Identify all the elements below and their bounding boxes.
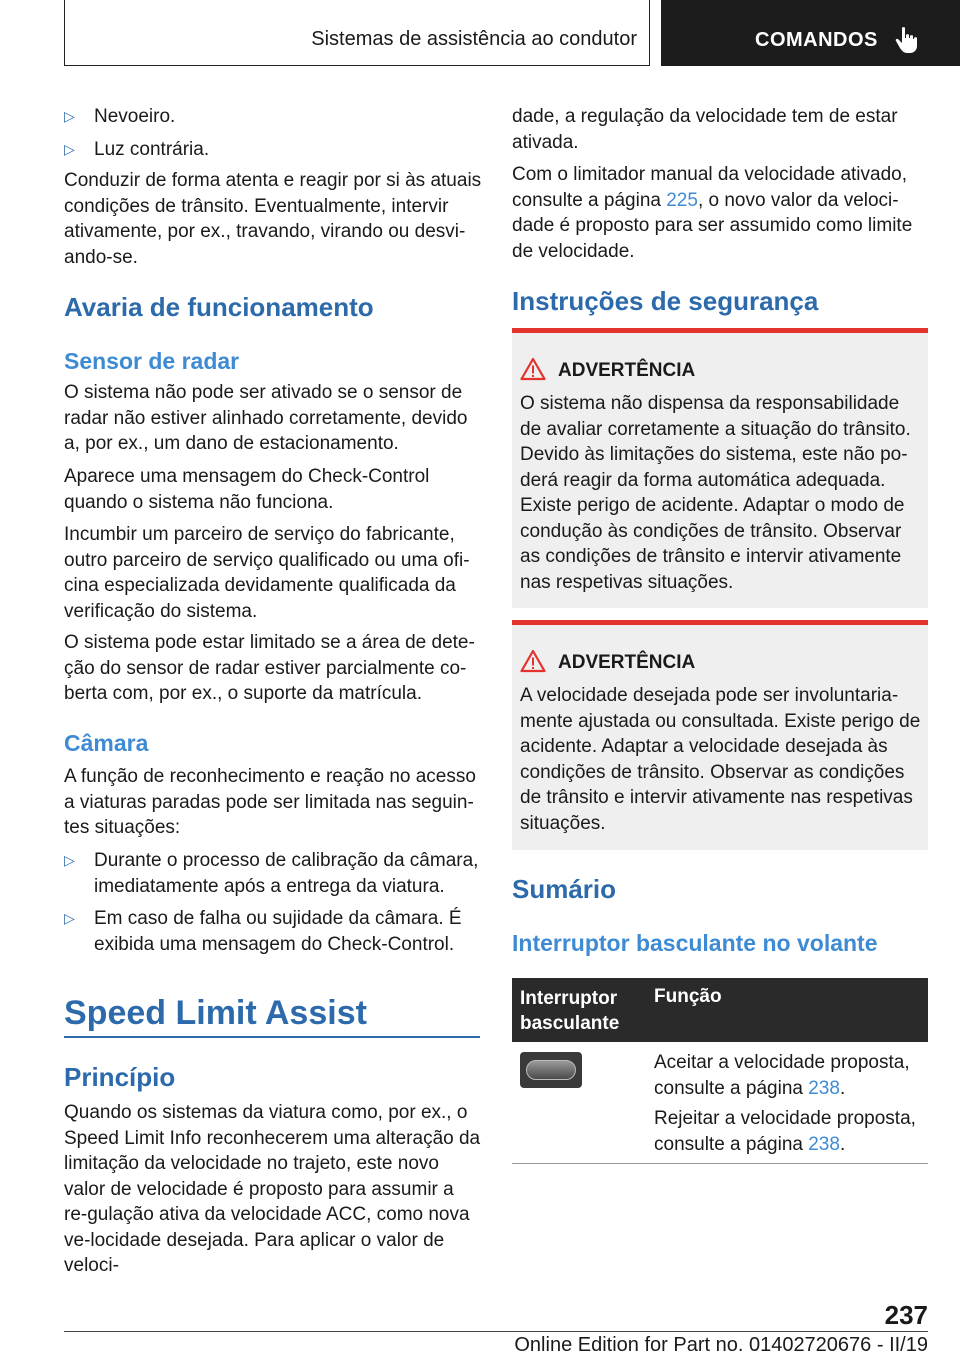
heading-underline [64,1036,480,1038]
heading-instrucoes: Instruções de segurança [512,286,819,316]
section-title: Sistemas de assistência ao condutor [311,28,637,50]
heading-camara: Câmara [64,730,149,756]
page-header [0,0,960,66]
triangle-bullet-icon: ▷ [64,910,75,926]
warning-text: O sistema não dispensa da responsabilidade de avaliar corretamente a situação do trânsito. Devido às limitações do sistema, este não po-derá reagir da forma automática adequada. Existe perigo de acidente. Adaptar o modo de condução às condições de trânsito. Observar as condições de trânsito e intervir ativamente nas respetivas situações. [520,393,911,593]
paragraph: Com o limitador manual da velocidade ativado, consulte a página 225, o novo valor da veloci-dade é proposto para ser assumido como limite de velocidade. [512,164,913,262]
paragraph: Conduzir de forma atenta e reagir por si às atuais condições de trânsito. Eventualmente, intervir ativamente, por ex., travando, virando ou desvi-ando-se. [64,170,482,268]
triangle-bullet-icon: ▷ [64,852,75,868]
warning-text: A velocidade desejada pode ser involuntaria-mente ajustada ou consultada. Existe perigo de acidente. Adaptar a velocidade desejada às condições de trânsito. Observar as condições de trânsito e intervir ativamente nas respetivas situações. [520,685,921,834]
footer-edition: Online Edition for Part no. 01402720676 - II/19 [514,1334,928,1356]
table-header [512,978,928,1042]
paragraph: Quando os sistemas da viatura como, por ex., o Speed Limit Info reconhecerem uma alteração da limitação da velocidade no trajeto, este novo valor de velocidade é proposto para assumir a re-gulação ativa da velocidade ACC, como nova ve-locidade desejada. Para aplicar o valor de veloci- [64,1102,481,1276]
heading-sensor-radar: Sensor de radar [64,348,240,374]
list-item: ▷ Em caso de falha ou sujidade da câmara. É exibida uma mensagem do Check-Control. [64,908,462,955]
page-number: 237 [884,1300,928,1330]
column-header: Interruptor basculante [520,988,620,1034]
list-item: ▷ Durante o processo de calibração da câmara, imediatamente após a entrega da viatura. [64,850,479,897]
table-cell: Rejeitar a velocidade proposta, consulte a página 238. [654,1108,916,1155]
warning-box [512,620,928,850]
page-reference-link[interactable]: 225 [666,189,698,211]
paragraph: A função de reconhecimento e reação no acesso a viaturas paradas pode ser limitada nas seguin-tes situações: [64,766,476,838]
page-reference-link[interactable]: 238 [808,1133,840,1155]
heading-speed-limit-assist: Speed Limit Assist [64,994,367,1032]
table-cell: Aceitar a velocidade proposta, consulte a página 238. [654,1052,910,1099]
footer-divider [64,1331,928,1332]
warning-title: ADVERTÊNCIA [558,360,696,381]
heading-avaria: Avaria de funcionamento [64,292,374,322]
triangle-bullet-icon: ▷ [64,108,75,124]
warning-box [512,328,928,608]
heading-principio: Princípio [64,1062,176,1092]
paragraph: O sistema pode estar limitado se a área de dete-ção do sensor de radar estiver parcialmente co-berta com, por ex., o suporte da matrícula. [64,632,475,704]
rocker-switch-icon [520,1052,582,1088]
column-header: Função [654,986,722,1007]
heading-interruptor: Interruptor basculante no volante [512,930,878,956]
paragraph: O sistema não pode ser ativado se o sensor de radar não estiver alinhado corretamente, devido a, por ex., um dano de estacionamento. [64,382,468,454]
list-item: ▷ Luz contrária. [64,137,480,163]
chapter-label: COMANDOS [755,29,878,51]
pointing-hand-icon [895,26,921,54]
paragraph: Aparece uma mensagem do Check-Control quando o sistema não funciona. [64,466,430,513]
table-bottom-rule [512,1163,928,1164]
list-item: ▷ Nevoeiro. [64,104,480,130]
heading-sumario: Sumário [512,874,617,904]
chapter-tab [661,0,960,66]
warning-triangle-icon [520,357,546,381]
paragraph: dade, a regulação da velocidade tem de estar ativada. [512,106,898,153]
section-title-box [64,0,650,66]
paragraph: Incumbir um parceiro de serviço do fabricante, outro parceiro de serviço qualificado ou uma ofi-cina especializada devidamente qualificada da verificação do sistema. [64,524,470,622]
page-reference-link[interactable]: 238 [808,1077,840,1099]
warning-triangle-icon [520,649,546,673]
triangle-bullet-icon: ▷ [64,141,75,157]
warning-title: ADVERTÊNCIA [558,652,696,673]
